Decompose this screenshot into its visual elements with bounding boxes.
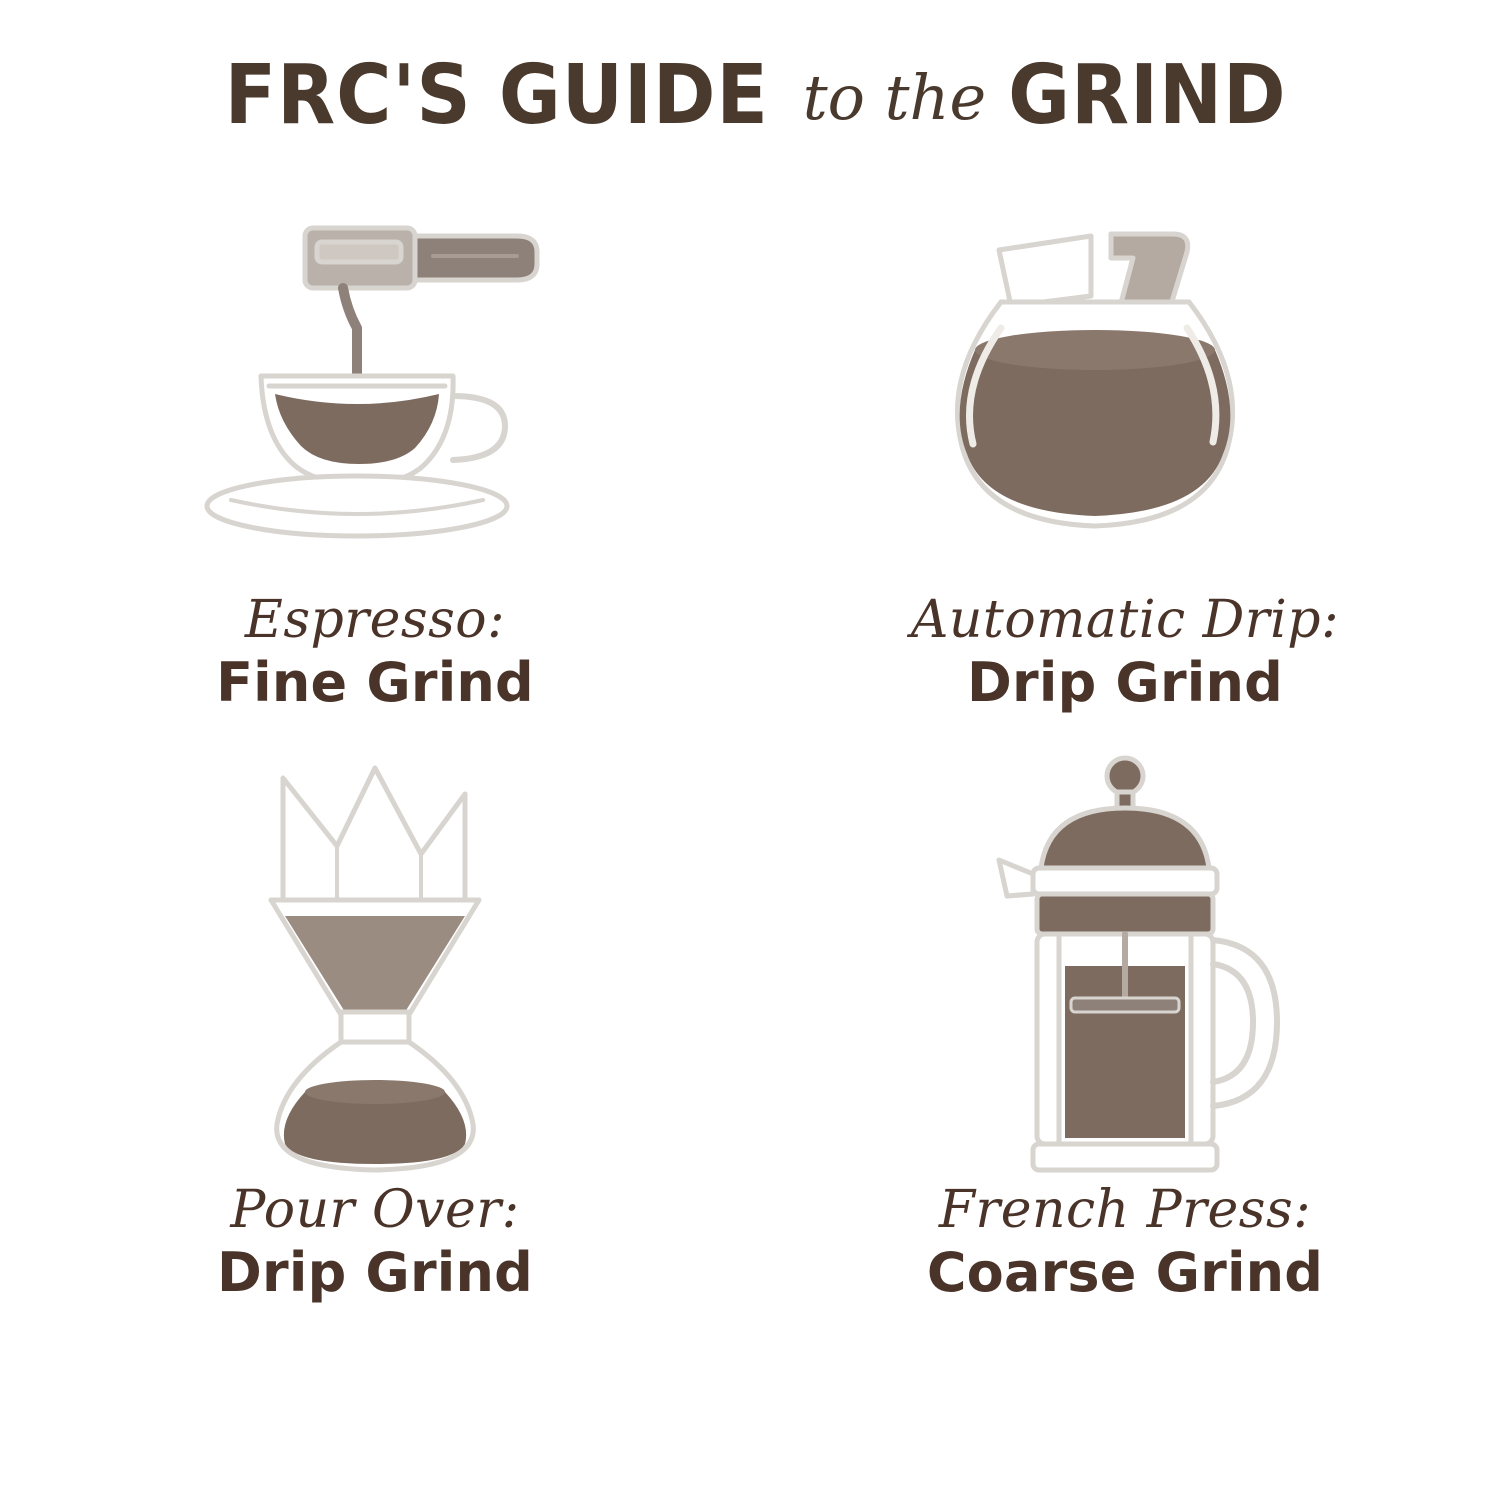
page-title <box>0 48 1500 143</box>
grind-label: Coarse Grind <box>926 1241 1324 1305</box>
method-grid <box>0 190 1500 1490</box>
caption-pour-over <box>0 1180 750 1306</box>
method-label: French Press: <box>938 1180 1312 1240</box>
grind-label: Drip Grind <box>967 651 1283 715</box>
grind-label: Fine Grind <box>216 651 534 715</box>
drip-carafe-icon <box>750 190 1500 590</box>
method-card-pour-over <box>0 750 750 1400</box>
caption-automatic-drip <box>750 590 1500 716</box>
title-script: to the <box>802 61 987 134</box>
method-card-french-press <box>750 750 1500 1400</box>
method-label: Pour Over: <box>230 1180 520 1240</box>
caption-espresso <box>0 590 750 716</box>
grind-label: Drip Grind <box>217 1241 533 1305</box>
espresso-machine-cup-icon <box>0 190 750 590</box>
title-lead: FRC'S GUIDE <box>224 48 770 143</box>
method-label: Espresso: <box>244 590 506 650</box>
pour-over-chemex-icon <box>0 750 750 1180</box>
method-label: Automatic Drip: <box>910 590 1340 650</box>
title-tail: GRIND <box>1008 48 1287 143</box>
method-card-espresso <box>0 190 750 840</box>
caption-french-press <box>750 1180 1500 1306</box>
method-card-automatic-drip <box>750 190 1500 840</box>
french-press-icon <box>750 750 1500 1180</box>
